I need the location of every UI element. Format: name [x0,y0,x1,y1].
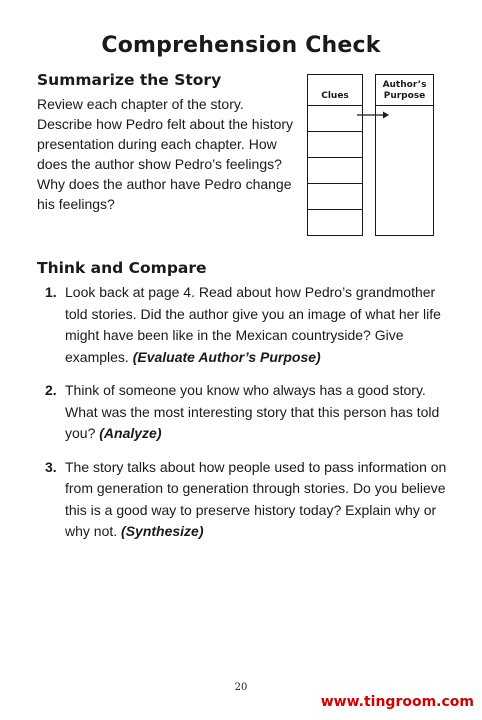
clue-cell [308,105,362,131]
page-title: Comprehension Check [101,33,381,58]
question-item [37,380,447,445]
question-item [37,282,447,368]
question-skill-tag: (Analyze) [99,425,162,441]
question-text: Think of someone you know who always has a good story. What was the most interesting story that this person has told you? [65,382,440,441]
question-text: The story talks about how people used to pass information on from generation to generation through stories. Do you believe this is a good way to preserve history today? Explain why or why not. [65,458,447,539]
clue-cell [308,209,362,235]
summarize-heading: Summarize the Story [37,71,222,89]
question-list [37,282,447,555]
clue-cell [308,131,362,157]
question-text: Look back at page 4. Read about how Pedro’s grandmother told stories. Did the author give you an image of what her life might have been like in the Mexican countryside? Give examples. [65,284,441,365]
watermark: www.tingroom.com [320,694,474,710]
think-compare-heading: Think and Compare [37,259,207,277]
question-skill-tag: (Evaluate Author’s Purpose) [132,348,321,365]
purpose-cell [376,105,433,235]
question-skill-tag: (Synthesize) [121,523,204,539]
purpose-column [375,74,434,236]
page-number: 20 [234,682,248,693]
purpose-header: Author’s Purpose [382,80,427,101]
question-number: 2. [45,382,57,398]
clues-header: Clues [321,91,349,101]
clue-cell [308,183,362,209]
question-number: 1. [45,284,57,300]
summarize-text: Review each chapter of the story. Describe how Pedro felt about the history presentation during each chapter. How does the author show Pedro’s feelings? Why does the author have Pedro change his feelings? [37,96,294,212]
question-number: 3. [45,458,57,475]
clues-column [307,74,363,236]
question-item [37,457,447,543]
clue-cell [308,157,362,183]
arrow-icon [357,110,389,120]
